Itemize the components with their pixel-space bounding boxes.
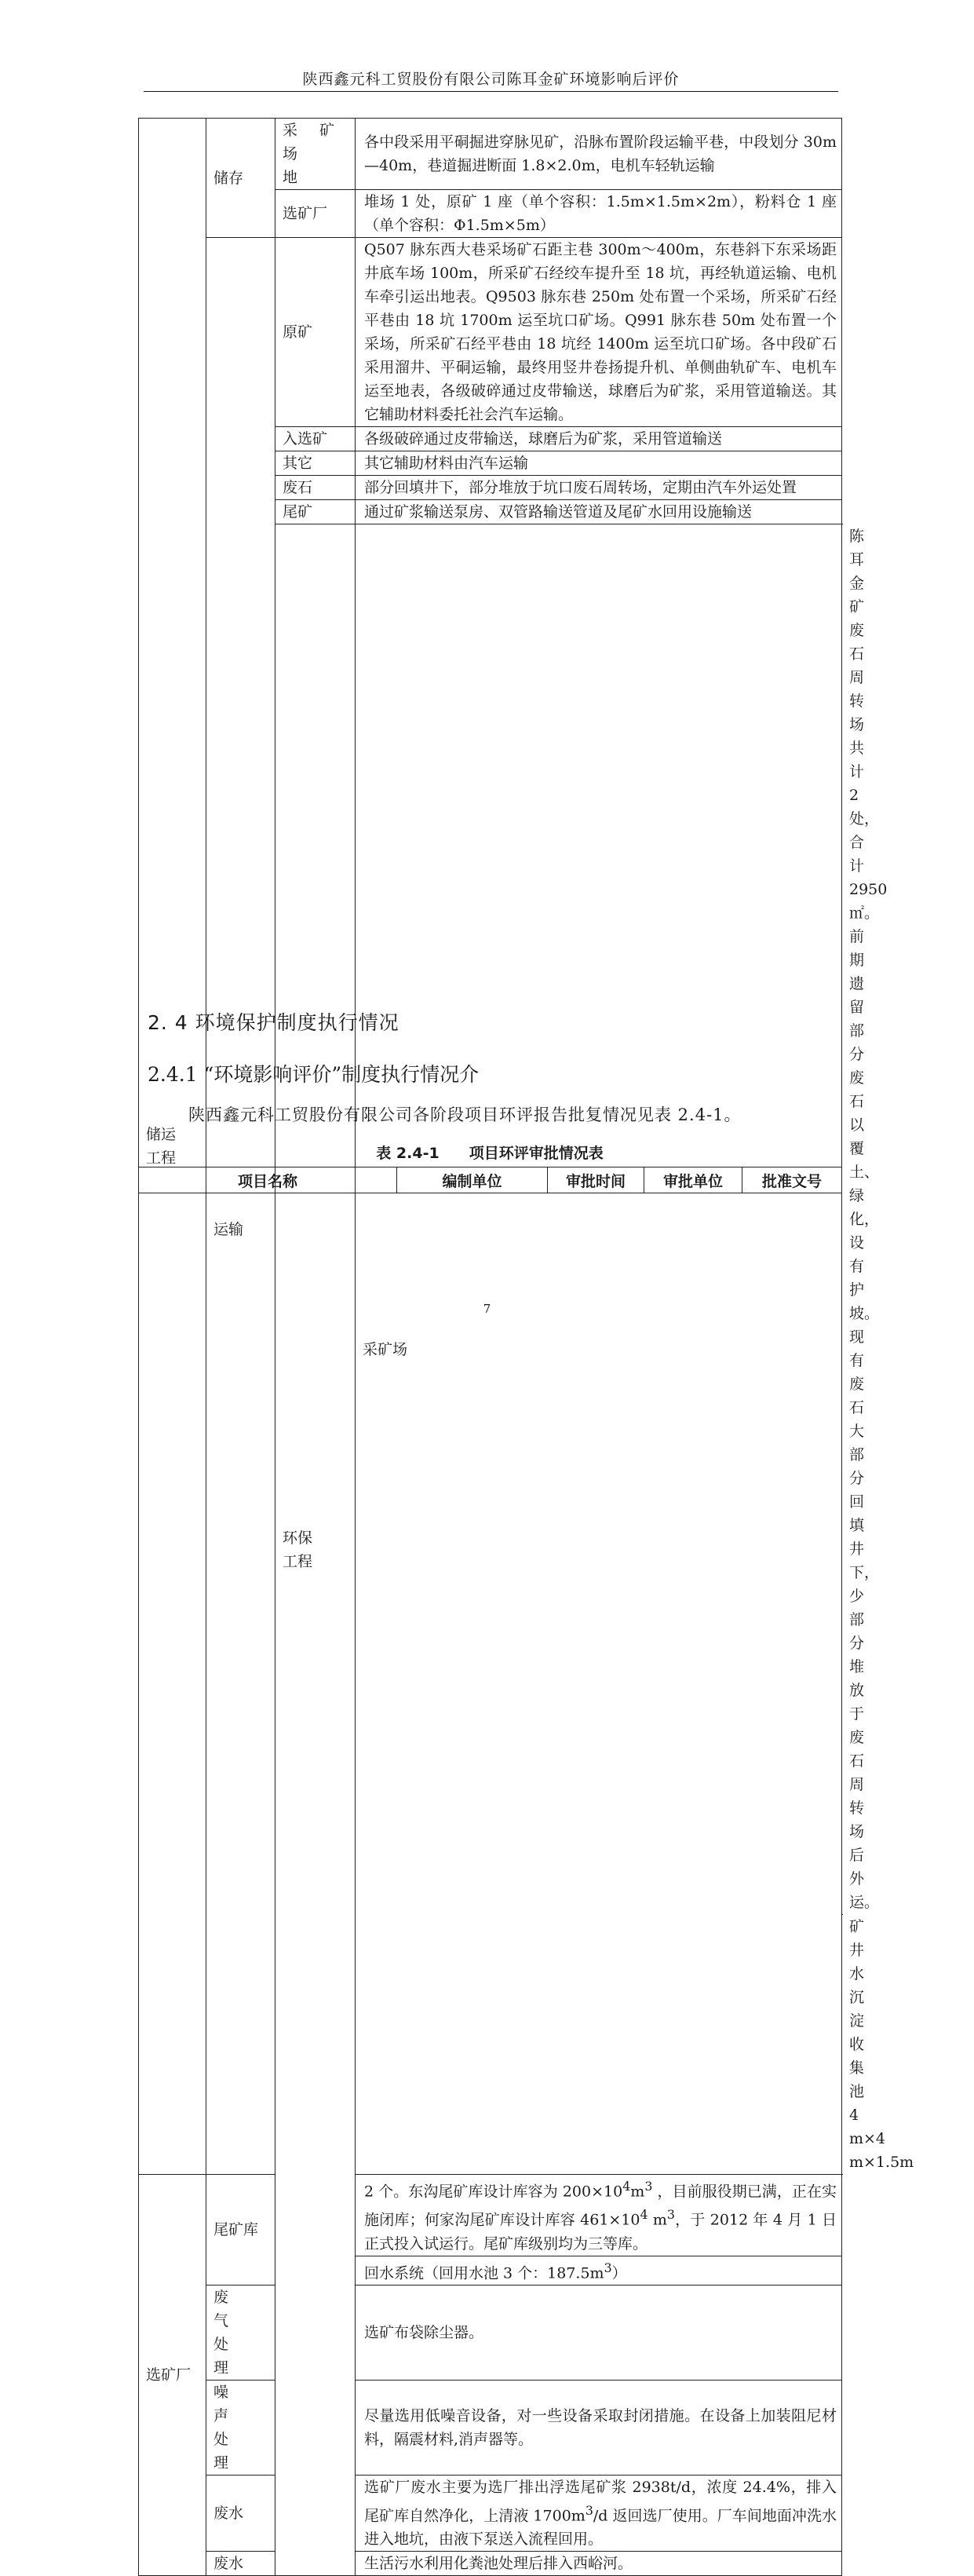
header-rule xyxy=(144,91,838,92)
item-label-into-plant: 入选矿 xyxy=(275,427,356,451)
item-label-wastewater-2: 废水 xyxy=(206,2552,275,2576)
table-row xyxy=(139,238,842,427)
column-header: 项目名称 xyxy=(139,1167,397,1193)
item-text-raw-ore: Q507 脉东西大巷采场矿石距主巷 300m～400m，东巷斜下东采场距井底车场 100m，所采矿石经绞车提升至 18 坑，再经轨道运输、电机车牵引运出地表。Q9503 脉东巷 250m 处布置一个采场，所采矿石经平巷由 18 坑 1700m 运至坑口矿场。Q991 脉东巷 50m 处布置一个采场，所采矿石经平巷由 18 坑经 1400m 运至坑口矿场。各中段矿石采用溜井、平硐运输，最终用竖井卷扬提升机、单侧曲轨矿车、电机车运至地表，各级破碎通过皮带输送，球磨后为矿浆，采用管道输送。其它辅助材料委托社会汽车运输。 xyxy=(356,238,842,427)
item-text-noise: 尽量选用低噪音设备，对一些设备采取封闭措施。在设备上加装阻尼材料，隔震材料,消声器等。 xyxy=(356,2380,842,2475)
item-text-waste-rock: 部分回填井下，部分堆放于坑口废石周转场，定期由汽车外运处置 xyxy=(356,476,842,500)
item-text-return-water: 回水系统（回用水池 3 个：$187.5m^3$） xyxy=(356,2256,842,2285)
table-caption xyxy=(138,1142,841,1163)
item-label-wastewater-1: 废水 xyxy=(206,2475,275,2551)
item-text-exhaust: 选矿布袋除尘器。 xyxy=(356,2285,842,2380)
column-header: 审批时间 xyxy=(548,1167,644,1193)
item-text-wastewater-2: 生活污水利用化粪池处理后排入西峪河。 xyxy=(356,2552,842,2576)
item-text-other: 其它辅助材料由汽车运输 xyxy=(356,451,842,476)
subgroup-label-mining: 采矿场 xyxy=(356,524,842,2175)
item-label-tailings: 尾矿 xyxy=(275,500,356,524)
group-label-storage-transport: 储运 工程 xyxy=(139,119,206,2175)
table-row xyxy=(139,2552,842,2576)
item-label-exhaust: 废 气 处 理 xyxy=(206,2285,275,2380)
item-label-other: 其它 xyxy=(275,451,356,476)
item-text-plant: 堆场 1 处，原矿 1 座（单个容积：1.5m×1.5m×2m），粉料仓 1 座（单个容积：Φ1.5m×5m） xyxy=(356,190,842,238)
table-caption-title: 项目环评审批情况表 xyxy=(469,1145,604,1162)
item-text-tailings-pond: 2 个。东沟尾矿库设计库容为 $200\times 10^4m^3$ ，目前服役期已满，正在实施闭库；何家沟尾矿库设计库容 $461\times 10^4$ $m^3$，于 2012 年 4 月 1 日正式投入试运行。尾矿库级别均为三等库。 xyxy=(356,2175,842,2256)
item-label-waste-rock: 废石 xyxy=(275,476,356,500)
engineering-table xyxy=(138,118,914,2576)
subgroup-label-transport: 运输 xyxy=(206,238,275,2175)
table-row xyxy=(139,2475,842,2551)
body-paragraph: 陕西鑫元科工贸股份有限公司各阶段项目环评报告批复情况见表 2.4-1。 xyxy=(188,1105,742,1124)
item-label-tailings-pond: 尾矿库 xyxy=(206,2175,275,2286)
approval-table xyxy=(138,1167,842,1193)
table-row: 矿井水沉淀收集池 4 m×4 m×1.5m xyxy=(849,1918,914,2171)
subgroup-label-env-plant: 选矿厂 xyxy=(139,2175,206,2576)
page-number: 7 xyxy=(483,1302,491,1316)
table-row xyxy=(139,2380,842,2475)
table-row xyxy=(139,119,842,190)
page-header-title: 陕西鑫元科工贸股份有限公司陈耳金矿环境影响后评价 xyxy=(302,71,680,88)
column-header: 批准文号 xyxy=(742,1167,842,1193)
table-row: 环保 工程 采矿场 陈耳金矿废石周转场共计 2 处，合计 2950㎡。前期遗留部分废石以覆土、绿化，设有护坡。现有废石大部分回填井下，少部分堆放于废石周转场后外运。 xyxy=(139,524,842,1915)
section-heading-2-4-1: 2.4.1 “环境影响评价”制度执行情况介 xyxy=(148,1063,480,1086)
section-heading-2-4: 2. 4 环境保护制度执行情况 xyxy=(148,1011,399,1034)
item-text-into-plant: 各级破碎通过皮带输送，球磨后为矿浆，采用管道输送 xyxy=(356,427,842,451)
table-row xyxy=(139,2175,842,2256)
group-label-environmental: 环保 工程 xyxy=(275,524,356,2576)
column-header: 编制单位 xyxy=(397,1167,548,1193)
item-text-tailings: 通过矿浆输送泵房、双管路输送管道及尾矿水回用设施输送 xyxy=(356,500,842,524)
table-row xyxy=(139,2285,842,2380)
item-text-mining-site: 各中段采用平硐掘进穿脉见矿，沿脉布置阶段运输平巷，中段划分 30m—40m，巷道掘进断面 1.8×2.0m，电机车轻轨运输 xyxy=(356,119,842,190)
column-header: 审批单位 xyxy=(644,1167,742,1193)
item-label-plant: 选矿厂 xyxy=(275,190,356,238)
item-label-noise: 噪 声 处 理 xyxy=(206,2380,275,2475)
item-label-raw-ore: 原矿 xyxy=(275,238,356,427)
table-header-row xyxy=(139,1167,842,1193)
item-label-mining-site: 采 矿 场 地 xyxy=(275,119,356,190)
subgroup-label-storage: 储存 xyxy=(206,119,275,238)
item-text-wastewater-1: 选矿厂废水主要为选厂排出浮选尾矿浆 2938t/d，浓度 24.4%，排入尾矿库自然净化，上清液 $1700m^3/d$ 返回选厂使用。厂车间地面冲洗水进入地坑，由液下泵送入流程回用。 xyxy=(356,2475,842,2551)
table-caption-number: 表 2.4-1 xyxy=(376,1145,440,1162)
